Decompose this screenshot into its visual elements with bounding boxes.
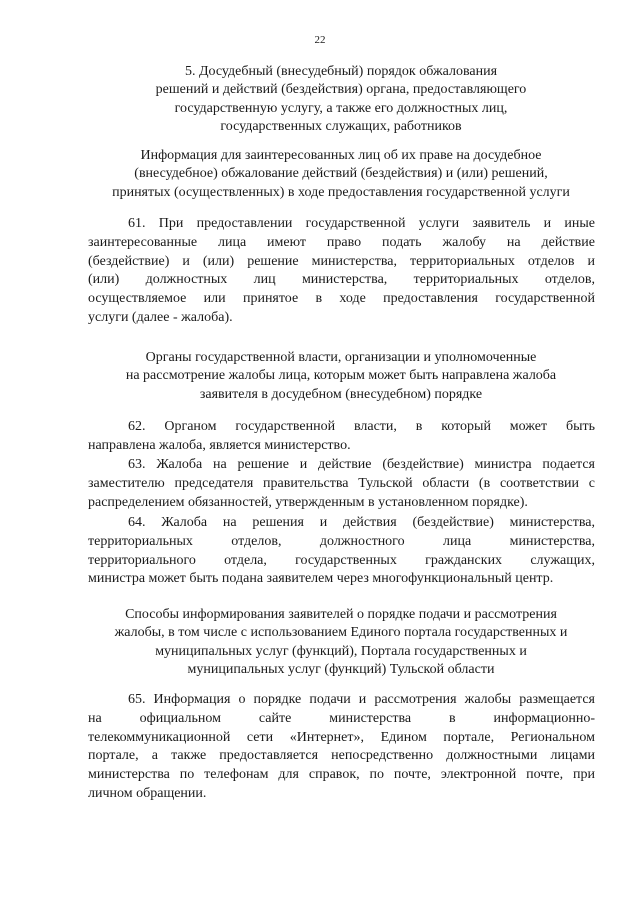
- heading-line: на рассмотрение жалобы лица, которым может быть направлена жалоба: [125, 368, 557, 384]
- heading-line: Органы государственной власти, организации и уполномоченные: [145, 350, 537, 365]
- paragraph-line: (или) должностных лиц министерства, территориальных отделов,: [88, 272, 595, 288]
- heading-line: решений и действий (бездействия) органа, предоставляющего: [155, 82, 527, 98]
- paragraph-line: личном обращении.: [88, 785, 207, 801]
- paragraph-61: [88, 215, 595, 328]
- paragraph-65: [88, 691, 595, 804]
- paragraph-line: 61. При предоставлении государственной услуги заявитель и иные: [128, 216, 595, 231]
- paragraph-line: 65. Информация о порядке подачи и рассмотрения жалобы размещается: [128, 692, 595, 707]
- heading-line: заявителя в досудебном (внесудебном) порядке: [199, 386, 483, 402]
- heading-line: 5. Досудебный (внесудебный) порядок обжалования: [184, 64, 498, 79]
- paragraph-line: направлена жалоба, является министерство.: [88, 437, 351, 453]
- heading-line: жалобы, в том числе с использованием Единого портала государственных и: [114, 625, 568, 641]
- section-5-heading: [90, 63, 592, 136]
- paragraph-line: телекоммуникационной сети «Интернет», Едином портале, Региональном: [88, 729, 595, 745]
- heading-line: государственных служащих, работников: [220, 118, 462, 134]
- heading-line: государственную услугу, а также его должностных лиц,: [174, 100, 508, 116]
- paragraph-line: министерства по телефонам для справок, по почте, электронной почте, при: [88, 767, 595, 783]
- paragraph-line: услуги (далее - жалоба).: [88, 309, 233, 325]
- info-heading: [90, 147, 592, 202]
- paragraph-line: территориального отдела, государственных гражданских служащих,: [88, 552, 595, 568]
- paragraph-line: осуществляемое или принятое в ходе предоставления государственной: [88, 291, 595, 307]
- paragraph-line: на официальном сайте министерства в информационно-: [88, 710, 595, 726]
- paragraph-line: министра может быть подана заявителем через многофункциональный центр.: [88, 571, 554, 587]
- methods-heading: [90, 606, 592, 679]
- heading-line: принятых (осуществленных) в ходе предоставления государственной услуги: [112, 184, 570, 200]
- heading-line: Способы информирования заявителей о порядке подачи и рассмотрения: [125, 607, 557, 622]
- paragraph-line: 63. Жалоба на решение и действие (бездействие) министра подается: [128, 457, 595, 472]
- paragraph-line: 62. Органом государственной власти, в который может быть: [128, 419, 595, 434]
- paragraph-line: распределением обязанностей, утвержденным в установленном порядке).: [88, 494, 528, 510]
- paragraph-line: портале, а также предоставляется непосредственно должностными лицами: [88, 748, 595, 764]
- paragraph-line: заместителю председателя правительства Тульской области (в соответствии с: [88, 475, 595, 491]
- paragraph-line: (бездействие) и (или) решение министерства, территориальных отделов и: [88, 253, 595, 269]
- heading-line: (внесудебное) обжалование действий (бездействия) и (или) решений,: [134, 166, 548, 182]
- heading-line: муниципальных услуг (функций) Тульской области: [187, 661, 495, 677]
- organs-heading: [90, 349, 592, 404]
- heading-line: Информация для заинтересованных лиц об их праве на досудебное: [140, 148, 542, 163]
- heading-line: муниципальных услуг (функций), Портала государственных и: [155, 643, 527, 659]
- paragraph-line: заинтересованные лица имеют право подать жалобу на действие: [88, 234, 595, 250]
- paragraph-63: [88, 456, 595, 512]
- paragraph-62: [88, 418, 595, 456]
- paragraph-line: 64. Жалоба на решения и действия (бездействие) министерства,: [128, 515, 595, 530]
- paragraph-line: территориальных отделов, должностного лица министерства,: [88, 533, 595, 549]
- paragraph-64: [88, 514, 595, 589]
- page-number: 22: [314, 34, 326, 46]
